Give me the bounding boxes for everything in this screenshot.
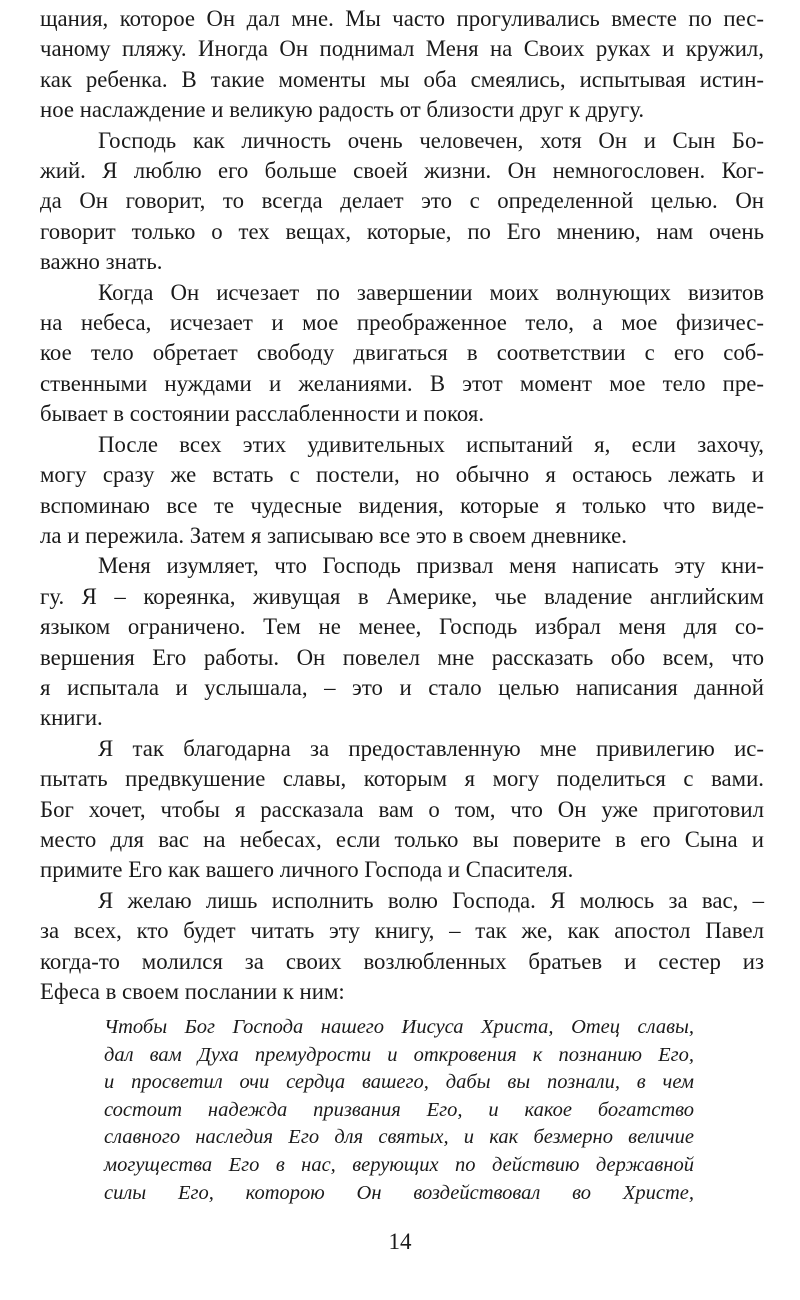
paragraph-1: [40, 4, 764, 126]
text-line: когда-то молился за своих возлюбленных братьев и сестер из: [40, 948, 764, 974]
text-line: чаному пляжу. Иногда Он поднимал Меня на Своих руках и кружил,: [40, 36, 764, 62]
quote-line: Чтобы Бог Господа нашего Иисуса Христа, Отец славы,: [104, 1016, 694, 1038]
text-line: важно знать.: [40, 249, 163, 275]
text-line: Ефеса в своем послании к ним:: [40, 979, 345, 1004]
paragraph-2: [40, 126, 764, 278]
text-line: Когда Он исчезает по завершении моих волнующих визитов: [98, 279, 764, 305]
text-line: я испытала и услышала, – это и стало целью написания данной: [40, 674, 764, 700]
text-line: гу. Я – кореянка, живущая в Америке, чье владение английским: [40, 583, 764, 609]
text-line: Бог хочет, чтобы я рассказала вам о том, что Он уже приготовил: [40, 796, 764, 822]
quote-line: могущества Его в нас, верующих по действию державной: [104, 1153, 694, 1176]
text-line: место для вас на небесах, если только вы поверите в его Сына и: [40, 826, 764, 852]
paragraph-3: [40, 278, 764, 430]
quote-line: и просветил очи сердца вашего, дабы вы познали, в чем: [104, 1071, 694, 1094]
text-line: Господь как личность очень человечен, хотя Он и Сын Бо-: [98, 127, 764, 153]
quote-line: силы Его, которою Он воздействовал во Христе,: [104, 1181, 694, 1204]
text-line: Я желаю лишь исполнить волю Господа. Я молюсь за вас, –: [98, 887, 764, 913]
paragraph-4: [40, 430, 764, 552]
text-line: вспоминаю все те чудесные видения, которые я только что виде-: [40, 492, 764, 518]
text-line: После всех этих удивительных испытаний я, если захочу,: [98, 431, 764, 457]
text-line: Меня изумляет, что Господь призвал меня написать эту кни-: [98, 553, 764, 579]
text-line: примите Его как вашего личного Господа и Спасителя.: [40, 857, 574, 883]
paragraph-6: [40, 734, 764, 886]
text-line: кое тело обретает свободу двигаться в соответствии с его соб-: [40, 340, 764, 366]
text-line: вершения Его работы. Он повелел мне рассказать обо всем, что: [40, 644, 764, 670]
page-body: [40, 4, 764, 1007]
quote-line: состоит надежда призвания Его, и какое богатство: [104, 1098, 694, 1121]
text-line: на небеса, исчезает и мое преображенное тело, а мое физичес-: [40, 310, 764, 336]
paragraph-7: [40, 886, 764, 1008]
text-line: за всех, кто будет читать эту книгу, – так же, как апостол Павел: [40, 918, 764, 944]
paragraph-5: [40, 551, 764, 733]
text-line: ла и пережила. Затем я записываю все это в своем дневнике.: [40, 522, 627, 548]
text-line: как ребенка. В такие моменты мы оба смеялись, испытывая истин-: [40, 66, 764, 92]
text-line: языком ограничено. Тем не менее, Господь избрал меня для со-: [40, 614, 764, 640]
text-line: ственными нуждами и желаниями. В этот момент мое тело пре-: [40, 370, 764, 396]
page-number: 14: [388, 1229, 412, 1254]
scripture-quote: [104, 1014, 694, 1207]
text-line: ное наслаждение и великую радость от близости друг к другу.: [40, 97, 645, 123]
quote-line: дал вам Духа премудрости и откровения к познанию Его,: [104, 1043, 694, 1066]
text-line: пытать предвкушение славы, которым я могу поделиться с вами.: [40, 766, 764, 792]
text-line: Я так благодарна за предоставленную мне привилегию ис-: [98, 735, 764, 761]
text-line: говорит только о тех вещах, которые, по Его мнению, нам очень: [40, 218, 764, 244]
quote-line: славного наследия Его для святых, и как безмерно величие: [104, 1126, 694, 1149]
text-line: могу сразу же встать с постели, но обычно я остаюсь лежать и: [40, 462, 764, 488]
text-line: бывает в состоянии расслабленности и покоя.: [40, 401, 485, 427]
text-line: книги.: [40, 705, 103, 731]
text-line: да Он говорит, то всегда делает это с определенной целью. Он: [40, 188, 764, 214]
text-line: щания, которое Он дал мне. Мы часто прогуливались вместе по пес-: [40, 6, 764, 31]
text-line: жий. Я люблю его больше своей жизни. Он немногословен. Ког-: [40, 158, 764, 184]
